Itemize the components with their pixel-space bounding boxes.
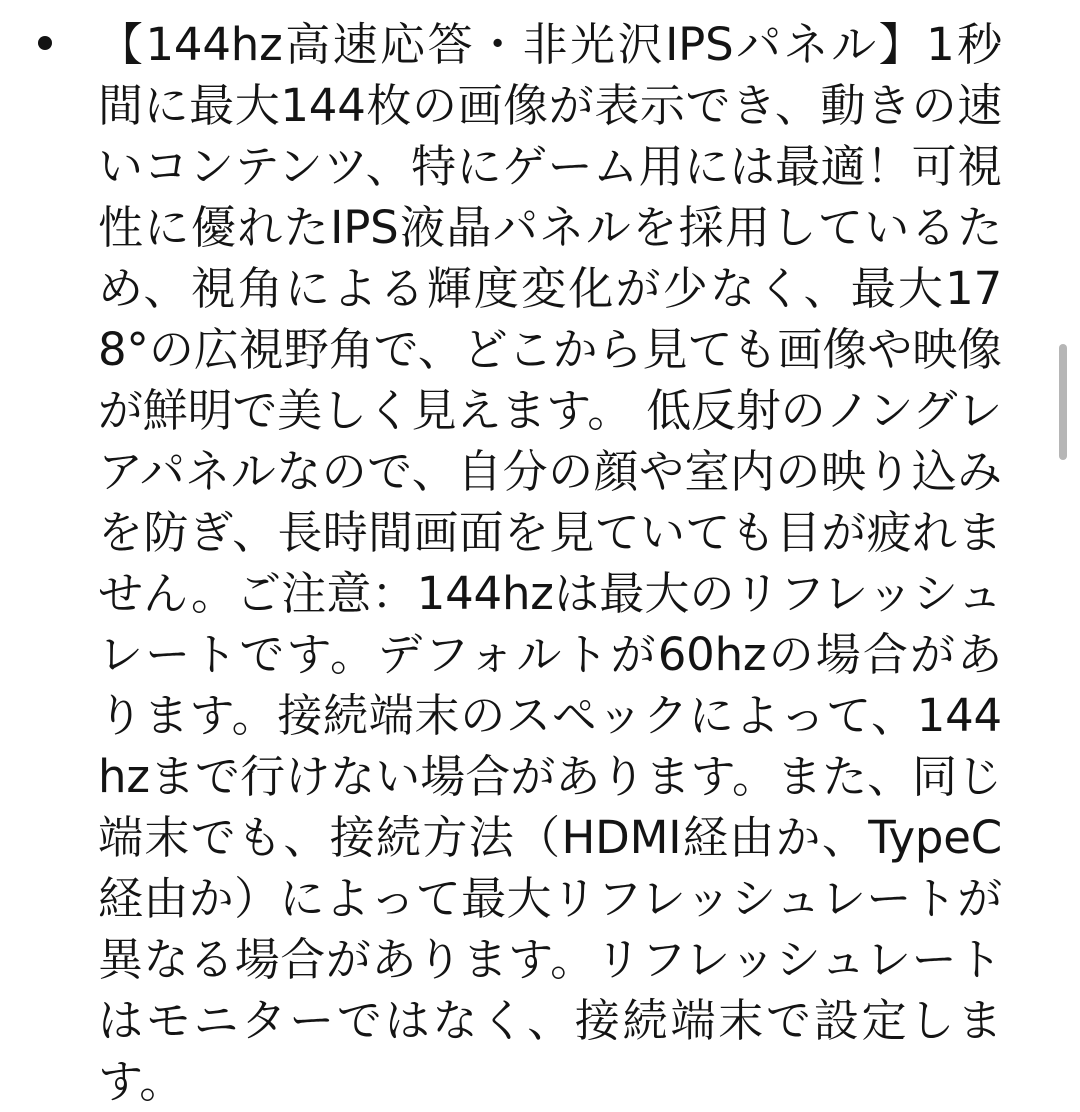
bullet-list-item: [0, 14, 1040, 1112]
feature-description-text: 【144hz高速応答・非光沢IPSパネル】1秒間に最大144枚の画像が表示でき、動きの速いコンテンツ、特にゲーム用には最適！可視性に優れたIPS液晶パネルを採用しているため、視角による輝度変化が少なく、最大178°の広視野角で、どこから見ても画像や映像が鮮明で美しく見えます。 低反射のノングレアパネルなので、自分の顔や室内の映り込みを防ぎ、長時間画面を見ていても目が疲れません。ご注意：144hzは最大のリフレッシュレートです。デフォルトが60hzの場合があります。接続端末のスペックによって、144hzまで行けない場合があります。また、同じ端末でも、接続方法（HDMI経由か、TypeC経由か）によって最大リフレッシュレートが異なる場合があります。リフレッシュレートはモニターではなく、接続端末で設定します。: [98, 18, 1002, 1108]
scrollbar-thumb[interactable]: [1059, 344, 1067, 460]
scrollbar-track[interactable]: [1064, 0, 1074, 1004]
bullet-point-icon: [38, 36, 52, 50]
